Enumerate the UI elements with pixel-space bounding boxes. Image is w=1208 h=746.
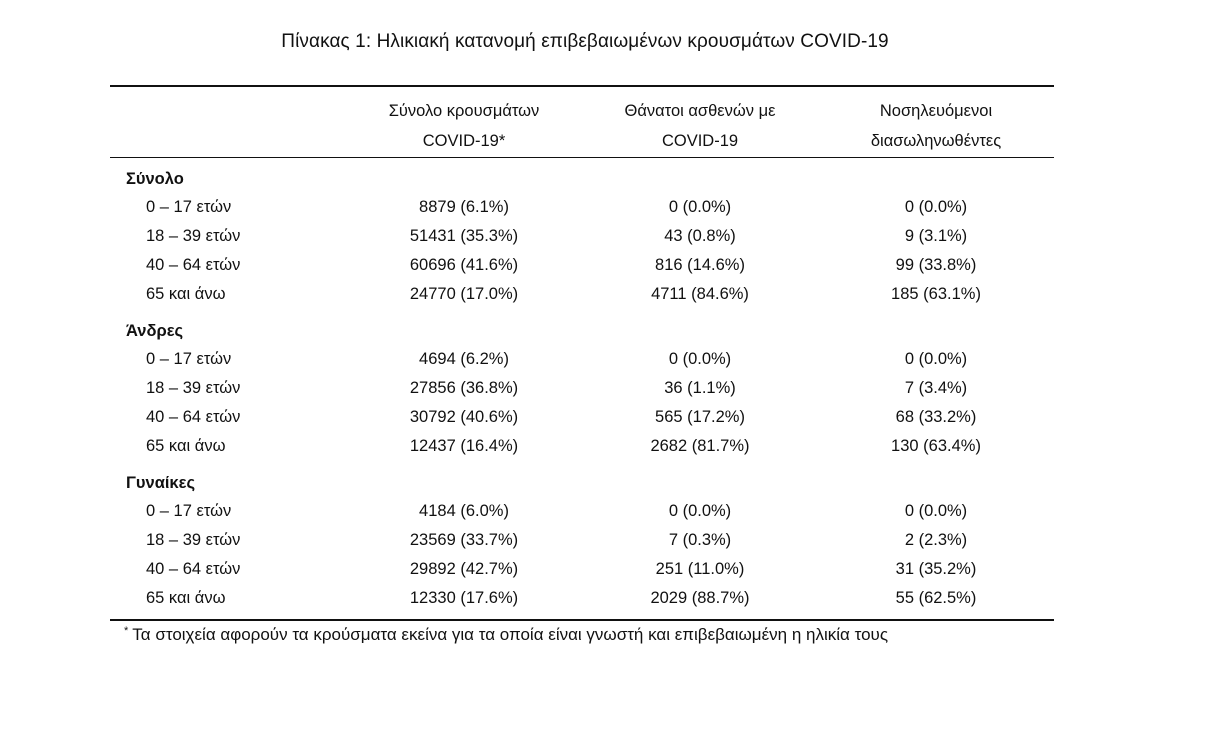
table-title: Πίνακας 1: Ηλικιακή κατανομή επιβεβαιωμένων κρουσμάτων COVID-19	[281, 31, 889, 52]
column-header-cases-line-1: Σύνολο κρουσμάτων	[388, 102, 540, 120]
deaths-cell: 7 (0.3%)	[668, 531, 732, 549]
table-row	[110, 222, 1054, 251]
table-row	[110, 345, 1054, 374]
intubated-cell: 0 (0.0%)	[904, 198, 968, 216]
row-label: 18 – 39 ετών	[146, 379, 241, 397]
cases-cell: 29892 (42.7%)	[409, 560, 519, 578]
row-label: 0 – 17 ετών	[146, 502, 232, 520]
deaths-cell: 0 (0.0%)	[668, 198, 732, 216]
row-label: 0 – 17 ετών	[146, 350, 232, 368]
table-row	[110, 555, 1054, 584]
intubated-cell: 2 (2.3%)	[904, 531, 968, 549]
group-heading-men: Άνδρες	[126, 322, 184, 340]
intubated-cell: 68 (33.2%)	[895, 408, 977, 426]
intubated-cell: 99 (33.8%)	[895, 256, 977, 274]
deaths-cell: 43 (0.8%)	[664, 227, 736, 245]
cases-cell: 24770 (17.0%)	[409, 285, 519, 303]
table-row	[110, 374, 1054, 403]
row-label: 40 – 64 ετών	[146, 560, 241, 578]
cases-cell: 23569 (33.7%)	[409, 531, 519, 549]
cases-cell: 8879 (6.1%)	[419, 198, 509, 216]
column-header-cases-line-2: COVID-19*	[422, 132, 506, 150]
table-row	[110, 403, 1054, 432]
deaths-cell: 251 (11.0%)	[655, 560, 745, 578]
cases-cell: 12330 (17.6%)	[409, 589, 519, 607]
row-label: 65 και άνω	[146, 437, 226, 455]
table-row	[110, 497, 1054, 526]
row-label: 0 – 17 ετών	[146, 198, 232, 216]
group-heading-total: Σύνολο	[126, 170, 184, 188]
group-heading-women: Γυναίκες	[126, 474, 196, 492]
table-row	[110, 193, 1054, 222]
column-header-intubated-line-1: Νοσηλευόμενοι	[879, 102, 993, 120]
deaths-cell: 565 (17.2%)	[655, 408, 745, 426]
footnote-marker: *	[124, 625, 129, 637]
intubated-cell: 31 (35.2%)	[895, 560, 977, 578]
deaths-cell: 2682 (81.7%)	[650, 437, 750, 455]
cases-cell: 4694 (6.2%)	[419, 350, 509, 368]
table-bottom-rule	[110, 619, 1054, 621]
column-header-cases	[354, 96, 574, 156]
deaths-cell: 0 (0.0%)	[668, 502, 732, 520]
intubated-cell: 55 (62.5%)	[895, 589, 977, 607]
cases-cell: 27856 (36.8%)	[409, 379, 519, 397]
intubated-cell: 185 (63.1%)	[891, 285, 981, 303]
row-label: 40 – 64 ετών	[146, 408, 241, 426]
table-row	[110, 432, 1054, 461]
intubated-cell: 0 (0.0%)	[904, 502, 968, 520]
column-header-deaths-line-1: Θάνατοι ασθενών με	[624, 102, 776, 120]
deaths-cell: 0 (0.0%)	[668, 350, 732, 368]
cases-cell: 12437 (16.4%)	[409, 437, 519, 455]
row-label: 65 και άνω	[146, 589, 226, 607]
cases-cell: 60696 (41.6%)	[409, 256, 519, 274]
cases-cell: 4184 (6.0%)	[419, 502, 509, 520]
table-top-rule	[110, 85, 1054, 87]
table-row	[110, 584, 1054, 613]
column-header-deaths	[590, 96, 810, 156]
row-label: 18 – 39 ετών	[146, 531, 241, 549]
deaths-cell: 2029 (88.7%)	[650, 589, 750, 607]
column-header-deaths-line-2: COVID-19	[661, 132, 739, 150]
table-row	[110, 251, 1054, 280]
column-header-intubated	[826, 96, 1046, 156]
row-label: 40 – 64 ετών	[146, 256, 241, 274]
deaths-cell: 816 (14.6%)	[655, 256, 745, 274]
intubated-cell: 9 (3.1%)	[904, 227, 968, 245]
intubated-cell: 130 (63.4%)	[891, 437, 981, 455]
intubated-cell: 7 (3.4%)	[904, 379, 968, 397]
row-label: 65 και άνω	[146, 285, 226, 303]
cases-cell: 30792 (40.6%)	[409, 408, 519, 426]
table-row	[110, 280, 1054, 309]
row-label: 18 – 39 ετών	[146, 227, 241, 245]
deaths-cell: 36 (1.1%)	[664, 379, 736, 397]
footnote	[124, 624, 888, 646]
deaths-cell: 4711 (84.6%)	[651, 285, 749, 303]
intubated-cell: 0 (0.0%)	[904, 350, 968, 368]
table-header-rule	[110, 157, 1054, 158]
cases-cell: 51431 (35.3%)	[409, 227, 519, 245]
footnote-text: Τα στοιχεία αφορούν τα κρούσματα εκείνα για τα οποία είναι γνωστή και επιβεβαιωμένη η ηλικία τους	[132, 625, 889, 644]
column-header-intubated-line-2: διασωληνωθέντες	[870, 132, 1002, 150]
table-row	[110, 526, 1054, 555]
